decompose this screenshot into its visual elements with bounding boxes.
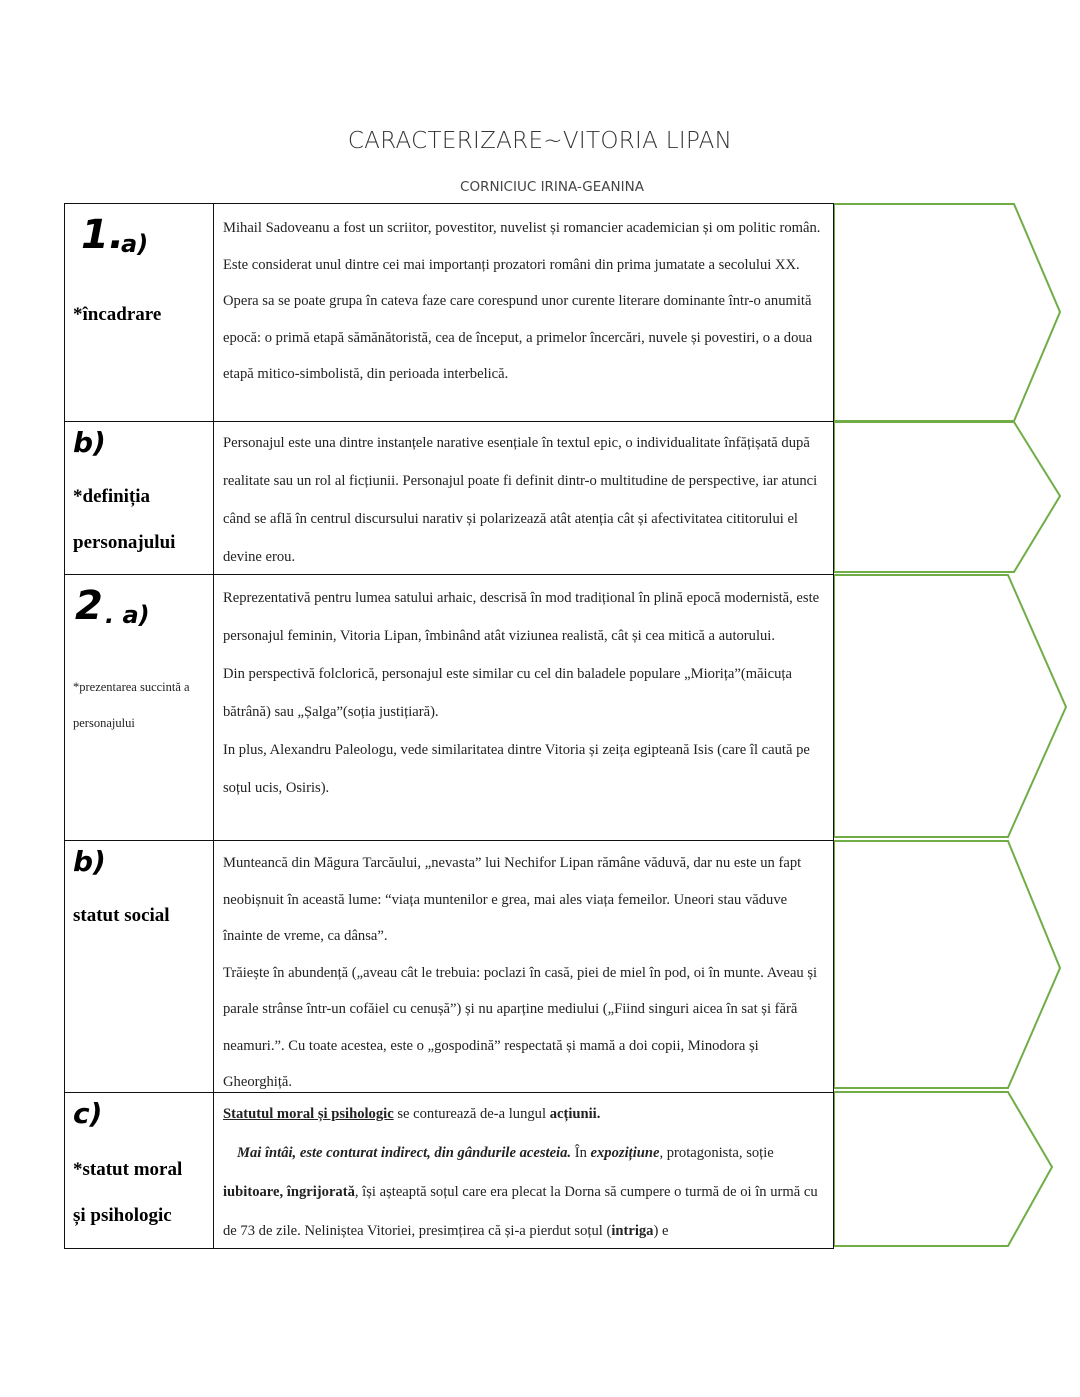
bold-italic-text: expozițiune: [590, 1145, 660, 1161]
paragraph: Munteancă din Măgura Tarcăului, „nevasta” lui Nechifor Lipan rămâne văduvă, dar nu este un fapt neobișnuit în această lume: “viața muntenilor e grea, mai ales viața femeilor. Uneori stau văduve înainte de vreme, ca dânsa”.: [223, 855, 802, 944]
section-number: 2: [75, 583, 103, 629]
row-text-cell: [214, 422, 833, 574]
row-text-cell: [214, 204, 833, 421]
paragraph: Trăiește în abundență („aveau cât le trebuia: poclazi în casă, piei de miel în pod, oi în munte. Aveau și parale strânse într-un cofăiel cu cenușă”) și nu aparține mediului („Fiind singuri aicea în sat și fără neamuri.”. Cu toate acestea, este o „gospodină” respectată și mamă a doi copii, Minodora și Gheorghiță.: [223, 964, 818, 1090]
table-row: [65, 421, 833, 574]
paragraph: Din perspectivă folclorică, personajul este similar cu cel din baladele populare „Miorița”(măicuța bătrână) sau „Șalga”(soția justițiară).: [223, 666, 792, 720]
row-text-cell: [214, 841, 833, 1092]
section-heading: *încadrare: [73, 304, 162, 325]
row-label-cell: [65, 1093, 214, 1248]
section-heading: *prezentarea succintă a: [73, 680, 190, 694]
section-heading: *statut moral: [73, 1159, 183, 1180]
section-heading-cont: și psihologic: [73, 1205, 172, 1226]
text-span: În: [571, 1145, 591, 1161]
characterization-table: [64, 203, 834, 1249]
subsection-letter: b): [73, 845, 106, 878]
paragraph: [223, 1095, 827, 1134]
text-span: ) e: [653, 1223, 669, 1239]
arrow-shape-4: [834, 841, 1060, 1088]
paragraph: In plus, Alexandru Paleologu, vede similaritatea dintre Vitoria și zeița egipteană Isis (care îl caută pe soțul ucis, Osiris).: [223, 742, 810, 796]
section-heading: statut social: [73, 905, 170, 926]
paragraph: Mihail Sadoveanu a fost un scriitor, povestitor, nuvelist și romancier academician și om politic român. Este considerat unul dintre cei mai importanți prozatori români din prima jumatate a secolului XX. Opera sa se poate grupa în cateva faze care corespund unor curente literare dominante într-o anumită epocă: o primă etapă sămănătoristă, cea de început, a primelor încercări, nuvele și povestiri, o a doua etapă mitico-simbolistă, din perioada interbelică.: [223, 220, 821, 382]
subsection-letter: . a): [105, 601, 150, 629]
bold-text: acțiunii.: [549, 1106, 601, 1122]
table-row: [65, 574, 833, 840]
subsection-letter: c): [73, 1097, 103, 1130]
row-label-cell: [65, 422, 214, 574]
row-text-cell: [214, 1093, 833, 1248]
bold-text: intriga: [611, 1223, 654, 1239]
section-number: 1.: [81, 212, 125, 258]
bold-underlined-text: Statutul moral și psihologic: [223, 1106, 394, 1122]
subsection-letter: a): [121, 230, 149, 258]
paragraph: [223, 1134, 827, 1251]
table-row: [65, 1092, 833, 1248]
row-label-cell: [65, 841, 214, 1092]
row-label-cell: [65, 575, 214, 840]
arrow-shape-3: [834, 575, 1066, 837]
text-span: se conturează de-a lungul: [393, 1106, 550, 1122]
table-row: [65, 204, 833, 421]
subsection-letter: b): [73, 426, 106, 459]
bold-italic-text: Mai întâi, este conturat indirect, din gândurile acesteia.: [237, 1145, 572, 1161]
author-name: CORNICIUC IRINA-GEANINA: [460, 179, 644, 195]
arrow-shape-1: [834, 204, 1060, 421]
paragraph: Personajul este una dintre instanțele narative esențiale în textul epic, o individualitate înfățișată după realitate sau un rol al ficțiunii. Personajul poate fi definit dintr-o multitudine de perspective, iar atunci când se află în centrul discursului narativ și polarizează atât atenția cât și afectivitatea cititorului el devine erou.: [223, 435, 818, 565]
document-title: CARACTERIZARE~VITORIA LIPAN: [347, 128, 733, 154]
text-span: , protagonista, soție: [659, 1145, 774, 1161]
arrow-shape-5: [834, 1092, 1052, 1246]
section-heading-cont: personajului: [73, 532, 176, 553]
section-heading-cont: personajului: [73, 716, 135, 730]
row-label-cell: [65, 204, 214, 421]
text-span: , își așteaptă soțul care era plecat la Dorna să cumpere o turmă de oi în urmă cu de 73 de zile. Neliniștea Vitoriei, presimțirea că și-a pierdut soțul (: [223, 1184, 818, 1239]
paragraph: Reprezentativă pentru lumea satului arhaic, descrisă în mod tradițional în plină epocă modernistă, este personajul feminin, Vitoria Lipan, îmbinând atât viziunea realistă, cât și cea mitică a autorului.: [223, 590, 820, 644]
section-heading: *definiția: [73, 486, 151, 507]
row-text-cell: [214, 575, 833, 840]
table-row: [65, 840, 833, 1092]
bold-text: iubitoare, îngrijorată: [223, 1184, 355, 1200]
arrow-shape-2: [834, 422, 1060, 572]
